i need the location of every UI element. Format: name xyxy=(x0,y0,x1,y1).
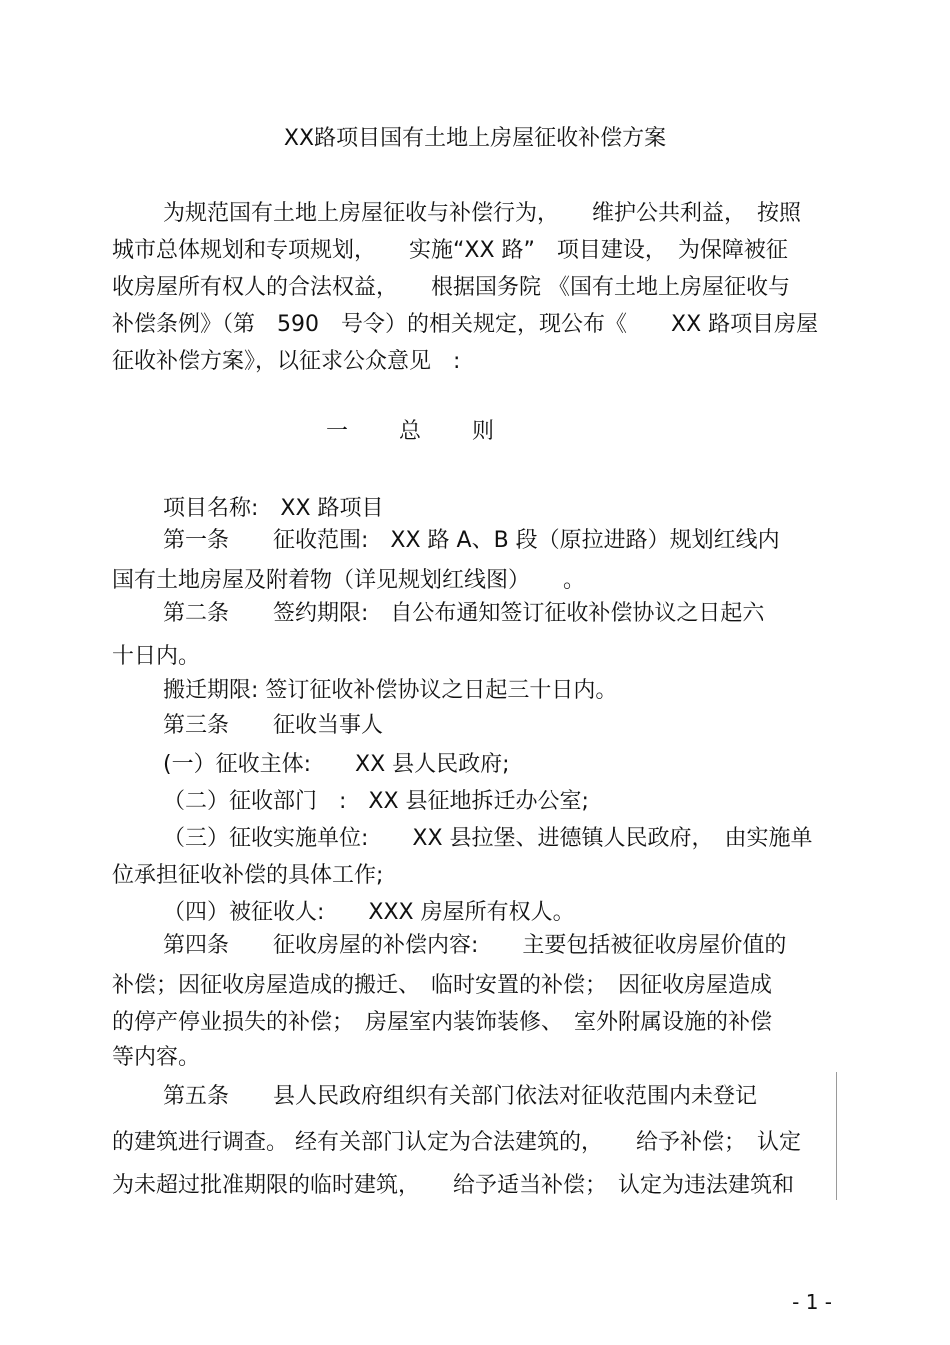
intro-line-2: 城市总体规划和专项规划， 实施“XX 路” 项目建设， 为保障被征 xyxy=(112,238,788,263)
body-line-13: 第四条 征收房屋的补偿内容: 主要包括被征收房屋价值的 xyxy=(163,933,787,958)
intro-line-1: 为规范国有土地上房屋征收与补偿行为， 维护公共利益， 按照 xyxy=(163,201,802,226)
body-line-15: 的停产停业损失的补偿； 房屋室内装饰装修、 室外附属设施的补偿 xyxy=(112,1010,773,1035)
intro-line-4: 补偿条例》（第 590 号令）的相关规定，现公布《 XX 路项目房屋 xyxy=(112,312,819,337)
intro-line-5: 征收补偿方案》，以征求公众意见 : xyxy=(112,349,461,374)
margin-rule xyxy=(836,1072,837,1200)
page-number: - 1 - xyxy=(792,1290,832,1314)
body-line-11: 位承担征收补偿的具体工作; xyxy=(112,863,384,888)
intro-line-3: 收房屋所有权人的合法权益， 根据国务院 《国有土地上房屋征收与 xyxy=(112,275,790,300)
body-line-16: 等内容。 xyxy=(112,1045,201,1070)
body-line-19: 为未超过批准期限的临时建筑， 给予适当补偿； 认定为违法建筑和 xyxy=(112,1173,795,1198)
body-line-9: （二）征收部门 : XX 县征地拆迁办公室; xyxy=(163,789,589,814)
body-line-14: 补偿；因征收房屋造成的搬迁、 临时安置的补偿； 因征收房屋造成 xyxy=(112,973,773,998)
body-line-12: （四）被征收人: XXX 房屋所有权人。 xyxy=(163,900,575,925)
body-line-6: 搬迁期限: 签订征收补偿协议之日起三十日内。 xyxy=(163,678,618,703)
body-line-1: 项目名称: XX 路项目 xyxy=(163,496,384,521)
body-line-10: （三）征收实施单位: XX 县拉堡、进德镇人民政府， 由实施单 xyxy=(163,826,813,851)
document-title: XX路项目国有土地上房屋征收补偿方案 xyxy=(283,126,667,151)
body-line-8: (一）征收主体: XX 县人民政府; xyxy=(163,752,510,777)
body-line-4: 第二条 签约期限: 自公布通知签订征收补偿协议之日起六 xyxy=(163,601,765,626)
body-line-5: 十日内。 xyxy=(112,644,201,669)
section-heading: 一 总 则 xyxy=(326,419,516,444)
body-line-17: 第五条 县人民政府组织有关部门依法对征收范围内未登记 xyxy=(163,1084,758,1109)
body-line-2: 第一条 征收范围: XX 路 A、B 段（原拉进路）规划红线内 xyxy=(163,528,780,553)
body-line-3: 国有土地房屋及附着物（详见规划红线图） 。 xyxy=(112,568,586,593)
body-line-7: 第三条 征收当事人 xyxy=(163,713,384,738)
body-line-18: 的建筑进行调查。 经有关部门认定为合法建筑的， 给予补偿； 认定 xyxy=(112,1130,801,1155)
